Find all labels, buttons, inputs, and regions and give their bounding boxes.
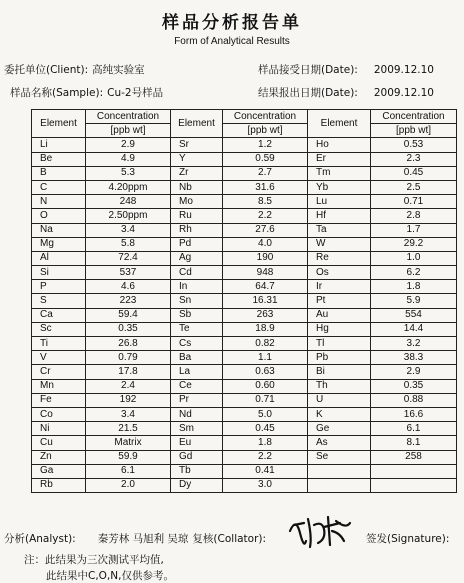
sample-label: 样品名称(Sample): [10,87,104,99]
received-date-field [258,62,434,77]
concentration-cell: 2.5 [371,180,457,194]
analyst-field [4,531,266,546]
note-line-1: 注：此结果为三次测试平均值, [24,554,164,566]
element-cell: Sb [171,308,223,322]
concentration-header: Concentration [371,110,457,124]
concentration-cell: 38.3 [371,351,457,365]
element-cell: Co [32,407,86,421]
element-cell: Se [308,450,371,464]
element-cell: N [32,195,86,209]
results-body [32,138,457,493]
element-cell: Th [308,379,371,393]
table-row [32,308,457,322]
concentration-cell: 3.4 [86,407,171,421]
element-cell: Nb [171,180,223,194]
concentration-cell: 2.8 [371,209,457,223]
concentration-cell: 2.2 [223,209,308,223]
element-cell: Ir [308,280,371,294]
table-row [32,478,457,492]
concentration-cell: Matrix [86,436,171,450]
element-cell: Dy [171,478,223,492]
table-row [32,266,457,280]
element-header: Element [171,110,223,138]
results-table [31,109,457,493]
concentration-cell: 64.7 [223,280,308,294]
concentration-cell: 5.8 [86,237,171,251]
concentration-cell: 192 [86,393,171,407]
element-cell: Mn [32,379,86,393]
element-cell: Cs [171,337,223,351]
concentration-cell: 59.4 [86,308,171,322]
concentration-cell: 0.82 [223,337,308,351]
concentration-cell: 554 [371,308,457,322]
element-cell: Gd [171,450,223,464]
table-row [32,337,457,351]
element-cell: Ga [32,464,86,478]
element-cell [308,478,371,492]
concentration-cell: 1.7 [371,223,457,237]
element-cell: Ag [171,251,223,265]
element-cell: Ni [32,422,86,436]
concentration-cell: 2.9 [86,138,171,152]
element-cell: Mg [32,237,86,251]
table-row [32,422,457,436]
element-cell: Te [171,322,223,336]
element-cell: Cu [32,436,86,450]
element-cell: P [32,280,86,294]
concentration-cell: 1.1 [223,351,308,365]
element-cell: Cd [171,266,223,280]
element-cell: Tb [171,464,223,478]
concentration-cell: 8.5 [223,195,308,209]
element-cell [308,464,371,478]
table-row [32,251,457,265]
table-row [32,180,457,194]
element-cell: Ti [32,337,86,351]
element-cell: Pt [308,294,371,308]
element-cell: Si [32,266,86,280]
concentration-cell: 5.9 [371,294,457,308]
concentration-header: Concentration [223,110,308,124]
concentration-cell: 2.7 [223,166,308,180]
table-row [32,280,457,294]
concentration-cell: 0.35 [86,322,171,336]
received-date-value: 2009.12.10 [373,64,434,76]
reported-date-value: 2009.12.10 [373,87,434,99]
element-cell: Ca [32,308,86,322]
concentration-cell: 3.2 [371,337,457,351]
concentration-cell: 5.3 [86,166,171,180]
concentration-cell: 3.4 [86,223,171,237]
element-cell: Hf [308,209,371,223]
concentration-cell: 2.0 [86,478,171,492]
concentration-cell: 59.9 [86,450,171,464]
concentration-cell: 263 [223,308,308,322]
reported-date-label: 结果报出日期(Date): [258,87,358,99]
element-cell: Lu [308,195,371,209]
element-cell: Ho [308,138,371,152]
sample-value: Cu-2号样品 [107,87,164,99]
element-cell: Al [32,251,86,265]
element-cell: K [308,407,371,421]
concentration-cell: 258 [371,450,457,464]
element-cell: Hg [308,322,371,336]
element-cell: Ce [171,379,223,393]
concentration-cell: 18.9 [223,322,308,336]
element-cell: Ru [171,209,223,223]
concentration-cell: 0.63 [223,365,308,379]
unit-header: [ppb wt] [371,124,457,138]
concentration-cell: 6.1 [86,464,171,478]
concentration-cell: 6.2 [371,266,457,280]
element-cell: Yb [308,180,371,194]
concentration-cell: 248 [86,195,171,209]
element-cell: Pb [308,351,371,365]
report-title: 样品分析报告单 [162,13,302,33]
concentration-cell: 948 [223,266,308,280]
concentration-cell: 5.0 [223,407,308,421]
element-cell: Eu [171,436,223,450]
analyst-label: 分析(Analyst): [4,533,76,545]
table-row [32,138,457,152]
note-line-2: 此结果中C,O,N,仅供参考。 [46,570,174,582]
concentration-cell: 1.8 [223,436,308,450]
element-cell: Ge [308,422,371,436]
concentration-cell: 6.1 [371,422,457,436]
element-cell: Fe [32,393,86,407]
client-label: 委托单位(Client): [4,64,89,76]
element-cell: Pr [171,393,223,407]
concentration-cell: 2.3 [371,152,457,166]
element-cell: Li [32,138,86,152]
concentration-cell: 4.20ppm [86,180,171,194]
concentration-cell: 3.0 [223,478,308,492]
table-row [32,464,457,478]
element-cell: Ba [171,351,223,365]
concentration-cell: 0.79 [86,351,171,365]
element-cell: Rb [32,478,86,492]
element-cell: Be [32,152,86,166]
element-cell: Tl [308,337,371,351]
concentration-cell: 27.6 [223,223,308,237]
element-cell: O [32,209,86,223]
unit-header: [ppb wt] [86,124,171,138]
collator-label: 复核(Collator): [192,533,267,545]
concentration-cell: 0.71 [223,393,308,407]
concentration-cell [371,464,457,478]
element-cell: Er [308,152,371,166]
concentration-cell: 21.5 [86,422,171,436]
concentration-cell: 2.9 [371,365,457,379]
concentration-cell: 0.59 [223,152,308,166]
element-cell: Rh [171,223,223,237]
concentration-cell: 4.0 [223,237,308,251]
table-row [32,436,457,450]
concentration-cell: 4.6 [86,280,171,294]
table-row [32,322,457,336]
table-row [32,393,457,407]
signature-label: 签发(Signature): [366,533,450,545]
concentration-cell: 223 [86,294,171,308]
element-cell: Sn [171,294,223,308]
element-cell: C [32,180,86,194]
concentration-cell: 0.53 [371,138,457,152]
element-cell: Bi [308,365,371,379]
table-row [32,166,457,180]
table-row [32,450,457,464]
table-row [32,379,457,393]
concentration-cell: 16.31 [223,294,308,308]
element-cell: S [32,294,86,308]
concentration-cell: 4.9 [86,152,171,166]
reported-date-field [258,85,434,100]
table-row [32,223,457,237]
table-row [32,209,457,223]
element-cell: W [308,237,371,251]
element-cell: As [308,436,371,450]
element-cell: B [32,166,86,180]
concentration-cell: 14.4 [371,322,457,336]
concentration-cell: 2.2 [223,450,308,464]
element-cell: Zn [32,450,86,464]
concentration-cell: 1.2 [223,138,308,152]
element-cell: Nd [171,407,223,421]
table-row [32,351,457,365]
element-header: Element [32,110,86,138]
concentration-cell: 190 [223,251,308,265]
concentration-cell: 31.6 [223,180,308,194]
concentration-cell: 0.88 [371,393,457,407]
client-field [4,62,145,77]
collator-signature [284,511,356,555]
element-cell: Na [32,223,86,237]
concentration-cell: 0.35 [371,379,457,393]
sample-field [10,85,163,100]
table-row [32,152,457,166]
table-row [32,237,457,251]
concentration-cell: 72.4 [86,251,171,265]
element-cell: Pd [171,237,223,251]
table-row [32,365,457,379]
element-cell: In [171,280,223,294]
element-cell: V [32,351,86,365]
concentration-cell: 2.4 [86,379,171,393]
concentration-header: Concentration [86,110,171,124]
unit-header: [ppb wt] [223,124,308,138]
element-cell: Sc [32,322,86,336]
element-header: Element [308,110,371,138]
concentration-cell: 0.60 [223,379,308,393]
concentration-cell: 1.0 [371,251,457,265]
element-cell: U [308,393,371,407]
concentration-cell: 8.1 [371,436,457,450]
client-value: 高纯实验室 [92,64,145,76]
concentration-cell: 0.41 [223,464,308,478]
element-cell: Sr [171,138,223,152]
element-cell: Re [308,251,371,265]
received-date-label: 样品接受日期(Date): [258,64,358,76]
table-row [32,294,457,308]
concentration-cell: 26.8 [86,337,171,351]
element-cell: Mo [171,195,223,209]
concentration-cell [371,478,457,492]
element-cell: Tm [308,166,371,180]
concentration-cell: 0.45 [223,422,308,436]
element-cell: Sm [171,422,223,436]
concentration-cell: 537 [86,266,171,280]
concentration-cell: 0.45 [371,166,457,180]
analyst-names: 秦芳林 马旭利 吴琼 [97,533,189,545]
concentration-cell: 1.8 [371,280,457,294]
table-row [32,407,457,421]
report-subtitle: Form of Analytical Results [174,36,290,47]
concentration-cell: 2.50ppm [86,209,171,223]
element-cell: Au [308,308,371,322]
concentration-cell: 29.2 [371,237,457,251]
element-cell: Cr [32,365,86,379]
element-cell: Zr [171,166,223,180]
element-cell: Y [171,152,223,166]
element-cell: Ta [308,223,371,237]
element-cell: Os [308,266,371,280]
concentration-cell: 16.6 [371,407,457,421]
element-cell: La [171,365,223,379]
concentration-cell: 0.71 [371,195,457,209]
concentration-cell: 17.8 [86,365,171,379]
table-row [32,195,457,209]
